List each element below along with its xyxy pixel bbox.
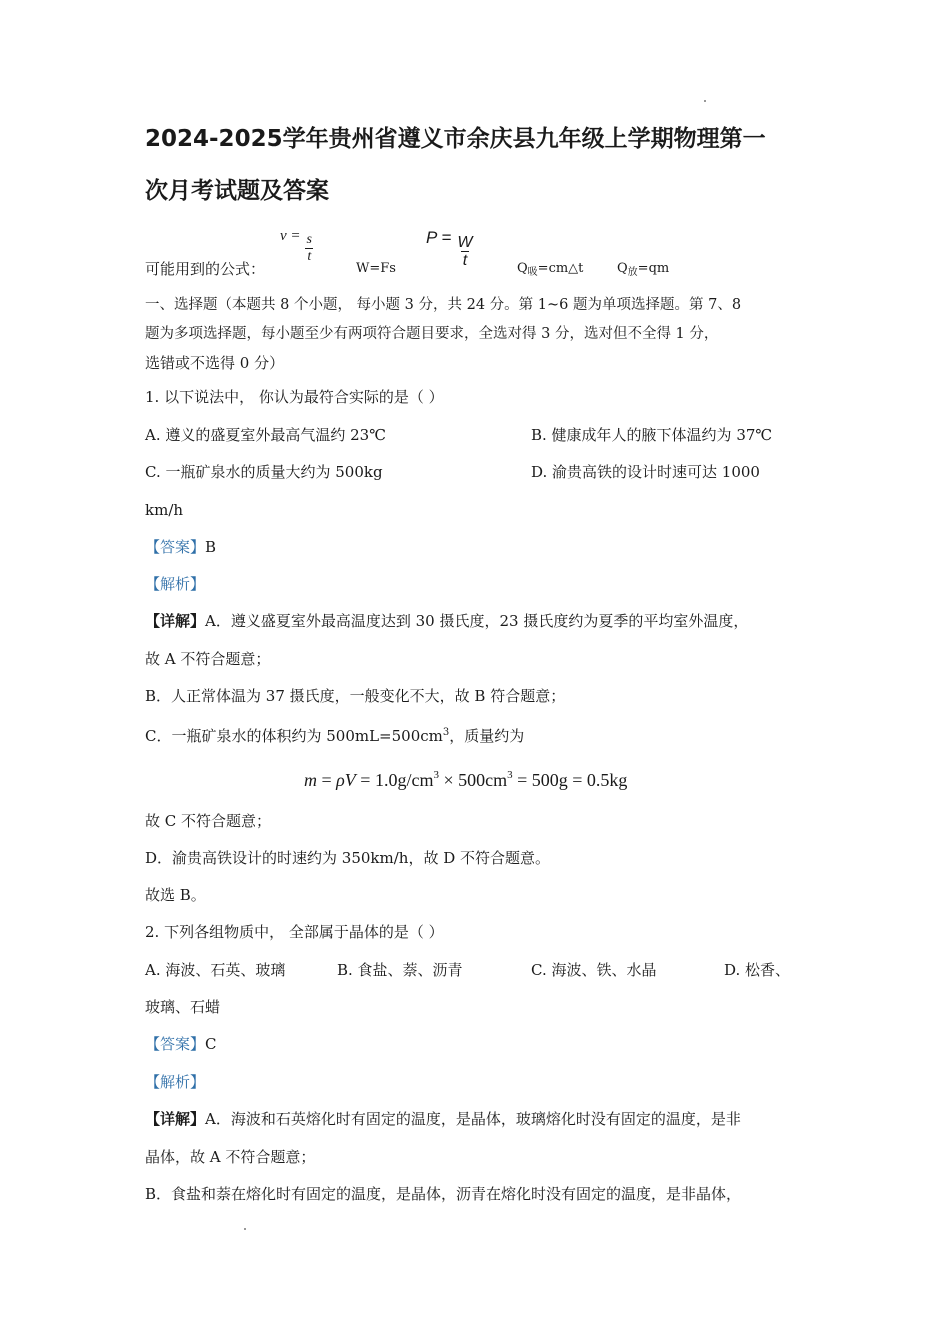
q1-detail-line-2: 故 A 不符合题意； <box>145 650 271 668</box>
q2-detail-line-1 <box>145 1109 741 1129</box>
velocity-denominator: t <box>307 249 312 264</box>
q1-detail-line-5: 故 C 不符合题意； <box>145 812 272 830</box>
velocity-lhs: v = <box>280 228 301 244</box>
q1-detail-text-1: A．遵义盛夏室外最高温度达到 30 摄氏度，23 摄氏度约为夏季的平均室外温度， <box>205 612 749 630</box>
q2-detail-text-1: A．海波和石英熔化时有固定的温度，是晶体，玻璃熔化时没有固定的温度，是非 <box>205 1110 741 1128</box>
heat-absorbed-symbol: Q <box>517 261 528 276</box>
q1-analysis-tag: 【解析】 <box>145 575 206 593</box>
eq-result: = 500g = 0.5kg <box>512 770 628 790</box>
q2-option-b: B. 食盐、萘、沥青 <box>337 961 463 979</box>
section-instructions-line-2: 题为多项选择题，每小题至少有两项符合题目要求，全选对得 3 分，选对但不全得 1 分， <box>145 326 719 342</box>
power-fraction <box>455 234 474 269</box>
q1-detail-line-1 <box>145 611 748 631</box>
q1-option-a: A. 遵义的盛夏室外最高气温约 23℃ <box>145 426 387 444</box>
heat-released-symbol: Q <box>617 261 628 276</box>
heat-released-expression: =qm <box>637 261 670 276</box>
heat-absorbed-subscript: 吸 <box>527 267 538 278</box>
q1-detail-tag: 【详解】 <box>145 612 206 630</box>
q1-option-d: D. 渝贵高铁的设计时速可达 1000 <box>531 463 760 481</box>
q1-option-c: C. 一瓶矿泉水的质量大约为 500kg <box>145 463 383 481</box>
q1-option-b: B. 健康成年人的腋下体温约为 37℃ <box>531 426 773 444</box>
q2-answer <box>145 1034 217 1054</box>
power-lhs: P = <box>426 228 452 247</box>
formulas-label: 可能用到的公式： <box>145 260 266 278</box>
q1-detail-line-3: B．人正常体温为 37 摄氏度，一般变化不大，故 B 符合题意； <box>145 687 566 705</box>
eq-equals-1: = <box>317 770 337 790</box>
q1-answer-value: B <box>205 538 217 556</box>
q1-option-d-continued: km/h <box>145 501 184 519</box>
power-denominator: t <box>462 252 468 269</box>
q2-detail-line-2: 晶体，故 A 不符合题意； <box>145 1148 316 1166</box>
q2-answer-value: C <box>205 1035 217 1053</box>
heat-absorbed-formula <box>517 259 583 283</box>
power-formula <box>426 228 474 269</box>
q1-mass-equation <box>304 763 627 792</box>
q2-option-d-continued: 玻璃、石蜡 <box>145 998 221 1016</box>
q1-detail-text-4b: ，质量约为 <box>449 727 525 745</box>
q2-option-d: D. 松香、 <box>724 961 791 979</box>
page-title-line-2: 次月考试题及答案 <box>145 178 329 204</box>
eq-superscript-2: 3 <box>507 769 513 781</box>
q2-analysis-tag: 【解析】 <box>145 1073 206 1091</box>
scan-speck-bottom <box>244 1228 246 1230</box>
heat-absorbed-expression: =cm△t <box>537 261 584 276</box>
q1-detail-superscript: 3 <box>442 727 450 738</box>
velocity-fraction <box>305 232 314 265</box>
eq-superscript-1: 3 <box>433 769 439 781</box>
q2-stem: 2. 下列各组物质中， 全部属于晶体的是（ ） <box>145 923 444 941</box>
q1-answer <box>145 537 216 557</box>
section-instructions-line-1: 一、选择题（本题共 8 个小题， 每小题 3 分，共 24 分。第 1~6 题为单项选择题。第 7、8 <box>145 297 742 313</box>
page-title-line-1: 2024-2025学年贵州省遵义市余庆县九年级上学期物理第一 <box>145 126 766 152</box>
heat-released-formula <box>617 259 669 283</box>
q2-option-c: C. 海波、铁、水晶 <box>531 961 657 979</box>
q1-stem: 1. 以下说法中， 你认为最符合实际的是（ ） <box>145 388 444 406</box>
q2-option-a: A. 海波、石英、玻璃 <box>145 961 286 979</box>
eq-rho-v: ρV <box>336 770 356 790</box>
scan-speck <box>704 100 706 102</box>
velocity-formula <box>280 230 314 265</box>
eq-mass-symbol: m <box>304 770 317 790</box>
eq-density-value: = 1.0g/cm <box>355 770 434 790</box>
q1-detail-line-4 <box>145 723 524 746</box>
eq-volume-value: × 500cm <box>438 770 508 790</box>
q2-answer-tag: 【答案】 <box>145 1035 206 1053</box>
q1-conclusion: 故选 B。 <box>145 886 206 904</box>
velocity-numerator: s <box>306 232 312 247</box>
q1-detail-text-4a: C．一瓶矿泉水的体积约为 500mL=500cm <box>145 727 443 745</box>
q1-answer-tag: 【答案】 <box>145 538 206 556</box>
section-instructions-line-3: 选错或不选得 0 分） <box>145 354 285 372</box>
heat-released-subscript: 放 <box>627 267 638 278</box>
q2-detail-tag: 【详解】 <box>145 1110 206 1128</box>
power-numerator: W <box>457 234 473 251</box>
q2-detail-line-3: B．食盐和萘在熔化时有固定的温度，是晶体，沥青在熔化时没有固定的温度，是非晶体， <box>145 1185 742 1203</box>
q1-detail-line-6: D．渝贵高铁设计的时速约为 350km/h，故 D 不符合题意。 <box>145 849 551 867</box>
work-formula: W=Fs <box>356 261 396 276</box>
